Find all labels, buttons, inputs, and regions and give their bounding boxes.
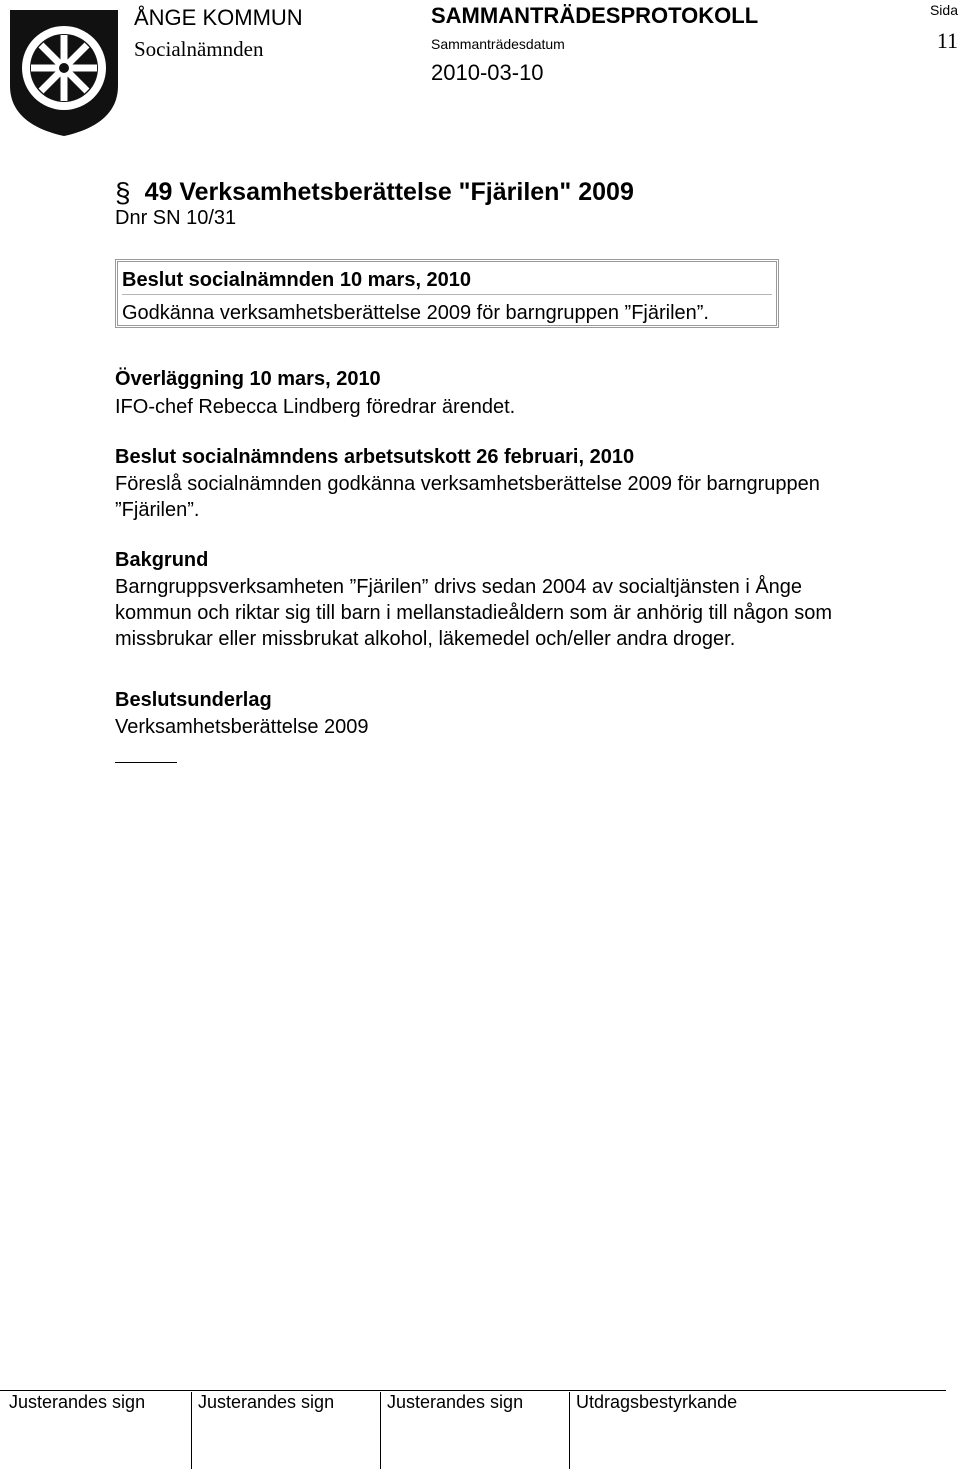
signature-label: Justerandes sign	[9, 1392, 146, 1412]
meeting-date-label: Sammanträdesdatum	[431, 36, 565, 52]
committee-decision-text-line1: Föreslå socialnämnden godkänna verksamhetsberättelse 2009 för barngruppen	[115, 473, 820, 495]
committee-decision-heading: Beslut socialnämndens arbetsutskott 26 februari, 2010	[115, 446, 635, 468]
decision-heading: Beslut socialnämnden 10 mars, 2010	[122, 266, 772, 295]
background-text-line1: Barngruppsverksamheten ”Fjärilen” drivs sedan 2004 av socialtjänsten i Ånge	[115, 576, 803, 598]
signature-label: Justerandes sign	[198, 1392, 335, 1412]
basis-heading: Beslutsunderlag	[115, 689, 272, 711]
case-number: Dnr SN 10/31	[115, 207, 237, 229]
page-number: 11	[936, 28, 958, 53]
certification-label: Utdragsbestyrkande	[576, 1392, 738, 1412]
signature-label: Justerandes sign	[387, 1392, 524, 1412]
deliberation-text: IFO-chef Rebecca Lindberg föredrar ärendet.	[115, 396, 516, 418]
footer-rule	[0, 1390, 946, 1391]
background-text-line2: kommun och riktar sig till barn i mellanstadieåldern som är anhörig till någon som	[115, 602, 832, 624]
certification-cell	[567, 1392, 767, 1469]
closing-rule	[115, 762, 177, 763]
item-title	[115, 175, 634, 207]
signature-cell-3	[378, 1392, 570, 1469]
deliberation-heading: Överläggning 10 mars, 2010	[115, 368, 381, 390]
page-label: Sida	[929, 2, 958, 18]
department-name: Socialnämnden	[134, 37, 264, 61]
signature-cell-2	[189, 1392, 381, 1469]
municipality-coat-of-arms-icon	[8, 8, 120, 138]
signature-cell-1	[0, 1392, 192, 1469]
paragraph-symbol: §	[115, 177, 131, 208]
item-title-text: 49 Verksamhetsberättelse "Fjärilen" 2009	[144, 178, 634, 206]
background-heading: Bakgrund	[115, 549, 209, 571]
decision-text: Godkänna verksamhetsberättelse 2009 för barngruppen ”Fjärilen”.	[122, 302, 709, 324]
meeting-date: 2010-03-10	[431, 60, 544, 85]
decision-box	[115, 259, 779, 328]
background-text-line3: missbrukar eller missbrukat alkohol, läkemedel och/eller andra droger.	[115, 628, 736, 650]
organization-name: ÅNGE KOMMUN	[134, 5, 303, 30]
document-type: SAMMANTRÄDESPROTOKOLL	[431, 3, 759, 28]
committee-decision-text-line2: ”Fjärilen”.	[115, 499, 200, 521]
basis-text: Verksamhetsberättelse 2009	[115, 716, 369, 738]
